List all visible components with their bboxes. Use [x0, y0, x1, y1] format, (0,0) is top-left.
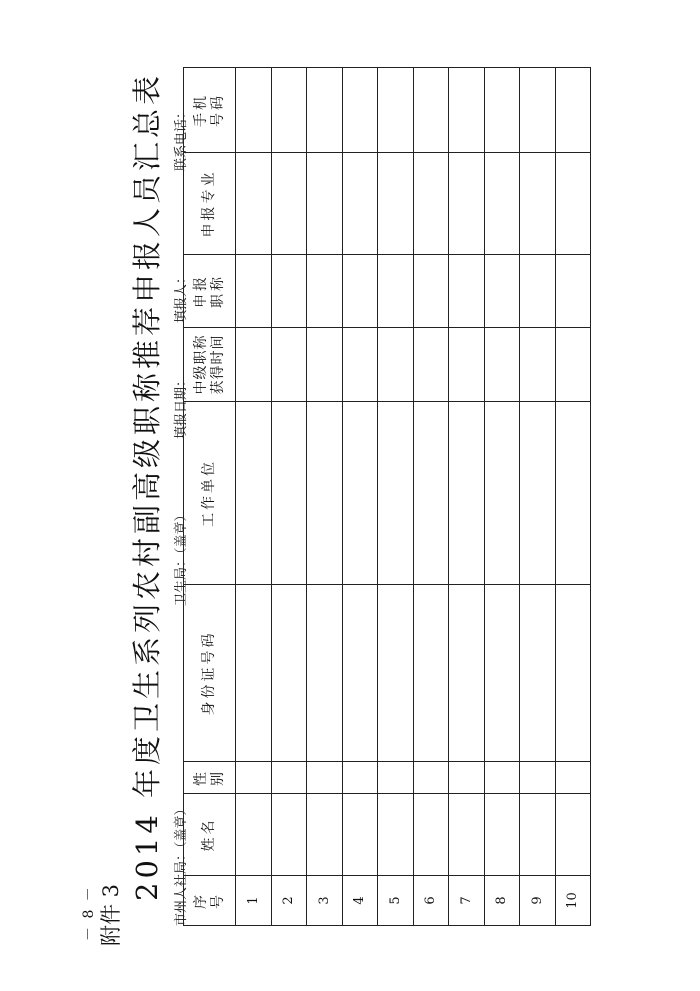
meta-fill-date: 填报日期： — [174, 373, 189, 439]
cell-employer[interactable] — [555, 402, 591, 585]
header-mobile: 手机 号码 — [184, 68, 236, 153]
summary-table — [183, 67, 591, 926]
cell-name[interactable] — [520, 794, 556, 876]
meta-filler: 填报人： — [174, 270, 189, 323]
table-row — [520, 68, 556, 926]
cell-id-number[interactable] — [378, 585, 414, 762]
cell-employer[interactable] — [378, 402, 414, 585]
cell-mid-title-date[interactable] — [378, 328, 414, 402]
cell-mobile[interactable] — [271, 68, 307, 153]
cell-name[interactable] — [555, 794, 591, 876]
cell-name[interactable] — [484, 794, 520, 876]
cell-gender[interactable] — [342, 762, 378, 794]
table-row — [449, 68, 485, 926]
cell-applied-specialty[interactable] — [271, 153, 307, 255]
cell-mobile[interactable] — [378, 68, 414, 153]
cell-name[interactable] — [413, 794, 449, 876]
meta-health-bureau-stamp: 卫生局：（盖章） — [174, 508, 189, 606]
cell-mobile[interactable] — [555, 68, 591, 153]
cell-gender[interactable] — [555, 762, 591, 794]
cell-mobile[interactable] — [307, 68, 343, 153]
cell-applied-title[interactable] — [484, 255, 520, 328]
cell-mobile[interactable] — [520, 68, 556, 153]
table-header-row — [184, 68, 236, 926]
cell-employer[interactable] — [520, 402, 556, 585]
cell-id-number[interactable] — [271, 585, 307, 762]
cell-id-number[interactable] — [449, 585, 485, 762]
table-row — [342, 68, 378, 926]
cell-gender[interactable] — [413, 762, 449, 794]
table-row — [378, 68, 414, 926]
cell-id-number[interactable] — [484, 585, 520, 762]
cell-applied-specialty[interactable] — [555, 153, 591, 255]
cell-applied-title[interactable] — [449, 255, 485, 328]
cell-mid-title-date[interactable] — [413, 328, 449, 402]
page-number: － 8 － — [81, 885, 97, 941]
row-number: 2 — [271, 876, 307, 926]
table-row — [484, 68, 520, 926]
header-gender: 性 别 — [184, 762, 236, 794]
cell-mid-title-date[interactable] — [484, 328, 520, 402]
cell-id-number[interactable] — [236, 585, 272, 762]
cell-applied-title[interactable] — [307, 255, 343, 328]
cell-gender[interactable] — [449, 762, 485, 794]
cell-applied-specialty[interactable] — [378, 153, 414, 255]
row-number: 3 — [307, 876, 343, 926]
header-applied-specialty: 申报专业 — [184, 153, 236, 255]
cell-applied-title[interactable] — [236, 255, 272, 328]
meta-contact-phone: 联系电话： — [174, 105, 189, 171]
cell-applied-specialty[interactable] — [236, 153, 272, 255]
table-row — [413, 68, 449, 926]
cell-mid-title-date[interactable] — [449, 328, 485, 402]
row-number: 4 — [342, 876, 378, 926]
cell-employer[interactable] — [307, 402, 343, 585]
cell-id-number[interactable] — [555, 585, 591, 762]
cell-name[interactable] — [342, 794, 378, 876]
document-title: 2014 年度卫生系列农村副高级职称推荐申报人员汇总表 — [130, 71, 164, 901]
table-row — [555, 68, 591, 926]
cell-applied-title[interactable] — [378, 255, 414, 328]
cell-name[interactable] — [449, 794, 485, 876]
row-number: 7 — [449, 876, 485, 926]
cell-id-number[interactable] — [307, 585, 343, 762]
header-employer: 工作单位 — [184, 402, 236, 585]
cell-id-number[interactable] — [520, 585, 556, 762]
header-mid-title-date: 中级职称 获得时间 — [184, 328, 236, 402]
cell-mid-title-date[interactable] — [236, 328, 272, 402]
cell-employer[interactable] — [413, 402, 449, 585]
cell-employer[interactable] — [236, 402, 272, 585]
cell-mid-title-date[interactable] — [520, 328, 556, 402]
cell-applied-title[interactable] — [555, 255, 591, 328]
row-number: 8 — [484, 876, 520, 926]
cell-applied-title[interactable] — [342, 255, 378, 328]
cell-name[interactable] — [307, 794, 343, 876]
row-number: 1 — [236, 876, 272, 926]
cell-gender[interactable] — [307, 762, 343, 794]
cell-gender[interactable] — [484, 762, 520, 794]
cell-applied-specialty[interactable] — [413, 153, 449, 255]
cell-applied-title[interactable] — [271, 255, 307, 328]
cell-id-number[interactable] — [342, 585, 378, 762]
cell-applied-title[interactable] — [520, 255, 556, 328]
cell-applied-specialty[interactable] — [449, 153, 485, 255]
cell-employer[interactable] — [271, 402, 307, 585]
cell-name[interactable] — [271, 794, 307, 876]
row-number: 5 — [378, 876, 414, 926]
cell-mid-title-date[interactable] — [342, 328, 378, 402]
cell-gender[interactable] — [378, 762, 414, 794]
header-id-number: 身份证号码 — [184, 585, 236, 762]
cell-mid-title-date[interactable] — [271, 328, 307, 402]
cell-id-number[interactable] — [413, 585, 449, 762]
cell-name[interactable] — [236, 794, 272, 876]
cell-mobile[interactable] — [484, 68, 520, 153]
cell-mobile[interactable] — [449, 68, 485, 153]
cell-mobile[interactable] — [413, 68, 449, 153]
row-number: 10 — [555, 876, 591, 926]
header-applied-title: 申报 职称 — [184, 255, 236, 328]
cell-applied-specialty[interactable] — [307, 153, 343, 255]
cell-employer[interactable] — [449, 402, 485, 585]
table-row — [307, 68, 343, 926]
cell-gender[interactable] — [236, 762, 272, 794]
cell-applied-specialty[interactable] — [342, 153, 378, 255]
attachment-label: 附件 3 — [99, 883, 123, 946]
cell-mid-title-date[interactable] — [555, 328, 591, 402]
meta-bureau-stamp: 市州人社局：（盖章） — [174, 802, 189, 926]
row-number: 9 — [520, 876, 556, 926]
cell-mobile[interactable] — [342, 68, 378, 153]
header-name: 姓名 — [184, 794, 236, 876]
cell-applied-specialty[interactable] — [484, 153, 520, 255]
cell-name[interactable] — [378, 794, 414, 876]
table-row — [236, 68, 272, 926]
header-seq: 序 号 — [184, 876, 236, 926]
cell-applied-specialty[interactable] — [520, 153, 556, 255]
row-number: 6 — [413, 876, 449, 926]
cell-mobile[interactable] — [236, 68, 272, 153]
cell-mid-title-date[interactable] — [307, 328, 343, 402]
table-row — [271, 68, 307, 926]
cell-gender[interactable] — [271, 762, 307, 794]
cell-employer[interactable] — [484, 402, 520, 585]
cell-gender[interactable] — [520, 762, 556, 794]
cell-applied-title[interactable] — [413, 255, 449, 328]
cell-employer[interactable] — [342, 402, 378, 585]
